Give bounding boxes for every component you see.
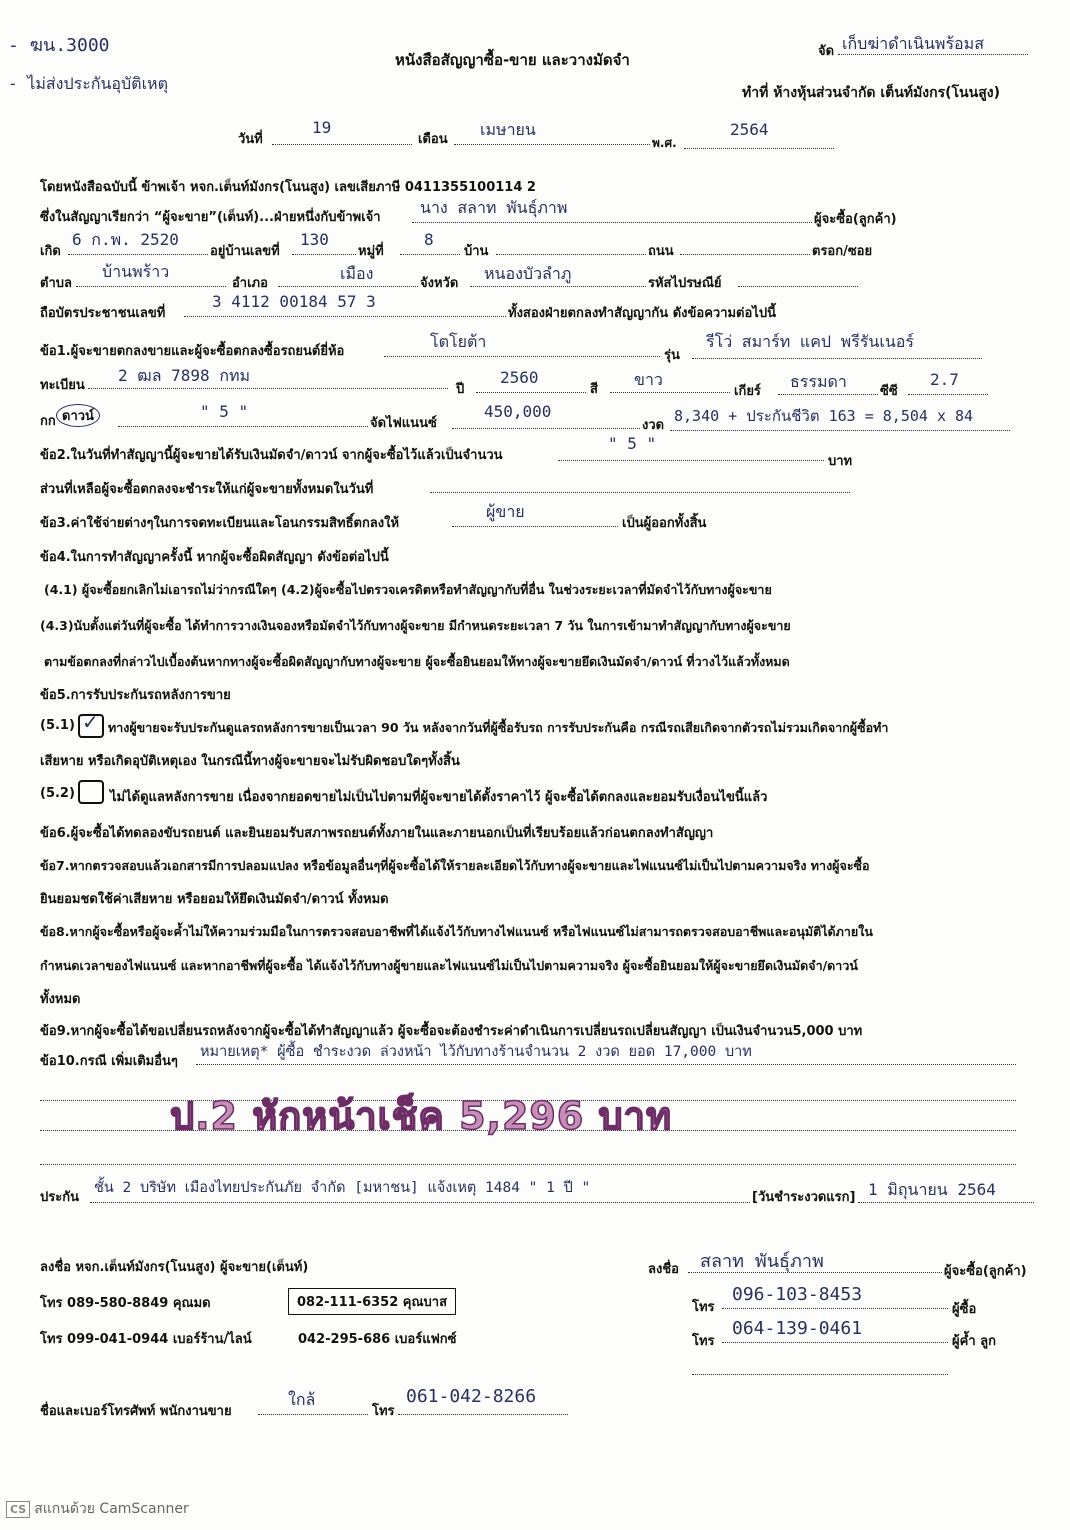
first-due-label: [วันชำระงวดแรก] [752, 1190, 856, 1205]
reg-dots [88, 388, 448, 389]
buyer-phone-2-dots [722, 1342, 948, 1343]
finance-dots [452, 428, 640, 429]
car-brand: โตโยต้า [430, 332, 487, 351]
document-title: หนังสือสัญญาซื้อ-ขาย และวางมัดจำ [395, 51, 630, 69]
clause2-remain: ส่วนที่เหลือผู้จะซื้อตกลงจะชำระให้แก่ผู้จะขายทั้งหมดในวันที่ [40, 482, 374, 497]
finance-label: จัดไฟแนนซ์ [370, 416, 437, 431]
buyer-name-dots [412, 222, 812, 223]
clause4-line-3: ตามข้อตกลงที่กล่าวไปเบื้องต้นหากทางผู้จะซื้อผิดสัญญากับทางผู้จะขาย ผู้จะซื้อยินยอมให้ทางผู้จะขายยึดเงินมัดจำ/ดาวน์ ที่วางไว้แล้วทั้งหมด [44, 654, 790, 669]
note-top-2: - ไม่ส่งประกันอุบัติเหตุ [8, 74, 168, 93]
camscanner-logo-icon: CS [6, 1501, 30, 1518]
seller-phone-boxed: 082-111-6352 คุณบาส [288, 1288, 456, 1315]
province-dots [470, 286, 646, 287]
clause7-line-1: ข้อ7.หากตรวจสอบแล้วเอกสารมีการปลอมแปลง หรือข้อมูลอื่นๆที่ผู้จะซื้อได้ให้รายละเอียดไว้กับทางผู้จะขายและไฟแนนซ์ไม่เป็นไปตามความจริง ทางผู้จะซื้อ [40, 858, 870, 873]
down-label-circled: ดาวน์ [56, 404, 100, 427]
model-dots [692, 358, 982, 359]
id-value: 3 4112 00184 57 3 [212, 292, 376, 311]
option-5-1-line-2: เสียหาย หรือเกิดอุบัติเหตุเอง ในกรณีนี้ทางผู้จะขายจะไม่รับผิดชอบใดๆทั้งสิ้น [40, 754, 460, 769]
tambon-dots [76, 286, 226, 287]
seller-phone-2: โทร 099-041-0944 เบอร์ร้าน/ไลน์ [40, 1332, 252, 1347]
jad-dots [838, 54, 1028, 55]
village-dots [496, 254, 646, 255]
gear-dots [778, 394, 878, 395]
buyer-phone-2: 064-139-0461 [732, 1318, 863, 1339]
cc-label: ซีซี [880, 384, 898, 399]
checkmark-icon: ✓ [82, 710, 99, 734]
option-5-1-no: (5.1) [40, 718, 75, 733]
day-label: วันที่ [238, 132, 263, 147]
reg-label: ทะเบียน [40, 378, 85, 393]
buyer-phone-1-note: ผู้ซื้อ [952, 1302, 977, 1317]
village-label: บ้าน [464, 244, 489, 259]
buyer-phone-2-label: โทร [692, 1334, 715, 1349]
clause1-text: ข้อ1.ผู้จะขายตกลงขายและผู้จะซื้อตกลงซื้อรถยนต์ยี่ห้อ [40, 344, 345, 359]
install-value: 8,340 + ประกันชีวิต 163 = 8,504 x 84 [674, 407, 974, 425]
born-label: เกิด [40, 244, 61, 259]
intro-line-1: โดยหนังสือฉบับนี้ ข้าพเจ้า หจก.เต็นท์มังกร(โนนสูง) เลขเสียภาษี 0411355100114 2 [40, 180, 536, 195]
buyer-name: นาง สลาท พันธุ์ภาพ [420, 198, 568, 217]
jad-label: จัด [818, 44, 835, 59]
insurance-dots [90, 1202, 750, 1203]
amphoe-label: อำเภอ [232, 276, 268, 291]
option-5-2-checkbox[interactable] [78, 780, 104, 804]
jad-value: เก็บฆ่าดำเนินพร้อมส [842, 34, 984, 53]
car-cc: 2.7 [930, 370, 959, 389]
clause10-text: ข้อ10.กรณี เพิ่มเติมอื่นๆ [40, 1054, 178, 1069]
buyer-phone-1-dots [722, 1308, 948, 1309]
salesperson-label: ชื่อและเบอร์โทรศัพท์ พนักงานขาย [40, 1404, 232, 1419]
buyer-sign-label: ลงชื่อ [648, 1262, 679, 1277]
year-label-car: ปี [456, 382, 465, 397]
camscanner-text: สแกนด้วย CamScanner [34, 1501, 189, 1517]
year-label: พ.ศ. [652, 136, 677, 150]
road-label: ถนน [648, 244, 674, 259]
insurance-value: ชั้น 2 บริษัท เมืองไทยประกันภัย จำกัด [มหาชน] แจ้งเหตุ 1484 " 1 ปี " [94, 1180, 591, 1196]
amphoe-value: เมือง [340, 264, 374, 283]
id-label: ถือบัตรประชาชนเลขที่ [40, 306, 166, 321]
seller-phone-1: โทร 089-580-8849 คุณมด [40, 1296, 211, 1311]
first-due-value: 1 มิถุนายน 2564 [868, 1180, 996, 1199]
clause7-line-2: ยินยอมชดใช้ค่าเสียหาย หรือยอมให้ยึดเงินมัดจำ/ดาวน์ ทั้งหมด [40, 892, 389, 907]
insurance-label: ประกัน [40, 1190, 79, 1205]
postcode-label: รหัสไปรษณีย์ [648, 276, 722, 291]
note-top-1: - ฆน.3000 [8, 35, 110, 56]
month-dots [454, 144, 650, 145]
buyer-sign-dots [688, 1272, 942, 1273]
born-dots [68, 254, 208, 255]
salesperson-name-dots [258, 1414, 368, 1415]
clause4-title: ข้อ4.ในการทำสัญญาครั้งนี้ หากผู้จะซื้อผิดสัญญา ดังข้อต่อไปนี้ [40, 550, 389, 565]
option-5-1-line-1: ทางผู้ขายจะรับประกันดูแลรถหลังการขายเป็นเวลา 90 วัน หลังจากวันที่ผู้ซื้อรับรถ การรับประกันคือ กรณีรถเสียเกิดจากตัวรถไม่รวมเกิดจากผู้ซื้อทำ [108, 720, 889, 735]
first-due-dots [858, 1202, 1034, 1203]
house-label: อยู่บ้านเลขที่ [210, 244, 280, 259]
camscanner-watermark [6, 1498, 189, 1520]
fee-payer: ผู้ขาย [486, 502, 525, 521]
salesperson-phone-label: โทร [372, 1404, 395, 1419]
down-dots [118, 426, 368, 427]
option-5-2-line-1: ไม่ได้ดูแลหลังการขาย เนื่องจากยอดขายไม่เป็นไปตามที่ผู้จะขายได้ตั้งราคาไว้ ผู้จะซื้อได้ตกลงและยอมรับเงื่อนไขนี้แล้ว [110, 790, 768, 805]
car-gear: ธรรมดา [790, 372, 847, 391]
amphoe-dots [278, 286, 418, 287]
option-5-1-checkbox[interactable] [78, 710, 104, 738]
clause10-dots-4 [40, 1164, 1016, 1165]
year-value: 2564 [730, 120, 769, 139]
caryear-dots [476, 392, 586, 393]
color-label: สี [590, 382, 598, 397]
clause10-dots-1 [196, 1064, 1016, 1065]
deposit-dots [558, 460, 824, 461]
cc-dots [908, 394, 988, 395]
moo-value: 8 [424, 230, 434, 249]
seller-sign-line: ลงชื่อ หจก.เต็นท์มังกร(โนนสูง) ผู้จะขาย(เต็นท์) [40, 1260, 309, 1275]
clause6-text: ข้อ6.ผู้จะซื้อได้ทดลองขับรถยนต์ และยินยอมรับสภาพรถยนต์ทั้งภายในและภายนอกเป็นที่เรียบร้อยแล้วก่อนตกลงทำสัญญา [40, 826, 714, 841]
clause2-text: ข้อ2.ในวันที่ทำสัญญานี้ผู้จะขายได้รับเงินมัดจำ/ดาวน์ จากผู้จะซื้อไว้แล้วเป็นจำนวน [40, 448, 503, 463]
fee-payer-dots [452, 526, 618, 527]
intro-line-2: ซึ่งในสัญญาเรียกว่า “ผู้จะขาย”(เต็นท์)...ฝ่ายหนึ่งกับข้าพเจ้า [40, 210, 381, 225]
check-deduction-stamp: ป.2 หักหน้าเช็ค 5,296 บาท [170, 1094, 673, 1138]
color-dots [610, 392, 730, 393]
brand-dots [384, 356, 660, 357]
buyer-phone-1: 096-103-8453 [732, 1284, 863, 1305]
buyer-phone-1-label: โทร [692, 1300, 715, 1315]
seller-fax: 042-295-686 เบอร์แฟกซ์ [298, 1332, 457, 1347]
month-value: เมษายน [480, 120, 536, 139]
place-label: ทำที่ ห้างหุ้นส่วนจำกัด เต็นท์มังกร(โนนสูง) [742, 85, 1000, 101]
salesperson-phone: 061-042-8266 [406, 1386, 537, 1407]
deposit-unit: บาท [828, 454, 853, 469]
down-value: " 5 " [200, 402, 249, 421]
car-reg: 2 ฒล 7898 กทม [118, 366, 251, 385]
province-value: หนองบัวลำภู [484, 264, 572, 283]
car-year: 2560 [500, 368, 539, 387]
house-value: 130 [300, 230, 329, 249]
remain-dots [430, 492, 850, 493]
tambon-label: ตำบล [40, 276, 72, 291]
car-model: รีโว่ สมาร์ท แคป พรีรันเนอร์ [706, 332, 914, 351]
born-value: 6 ก.พ. 2520 [72, 230, 179, 249]
province-label: จังหวัด [420, 276, 459, 291]
buyer-extra-dots [692, 1374, 948, 1375]
year-dots [684, 148, 834, 149]
clause5-title: ข้อ5.การรับประกันรถหลังการขาย [40, 688, 231, 703]
salesperson-phone-dots [398, 1414, 568, 1415]
finance-value: 450,000 [484, 402, 552, 421]
install-dots [670, 430, 1010, 431]
clause4-line-2: (4.3)นับตั้งแต่วันที่ผู้จะซื้อ ได้ทำการวางเงินจองหรือมัดจำไว้กับทางผู้จะขาย มีกำหนดระยะเวลา 7 วัน ในการเข้ามาทำสัญญากับทางผู้จะขาย [40, 618, 791, 633]
buyer-phone-2-note: ผู้ค้ำ ลูก [952, 1334, 996, 1349]
gear-label: เกียร์ [734, 384, 761, 399]
buyer-suffix: ผู้จะซื้อ(ลูกค้า) [814, 212, 897, 227]
clause10-note: หมายเหตุ* ผู้ซื้อ ชำระงวด ล่วงหน้า ไว้กับทางร้านจำนวน 2 งวด ยอด 17,000 บาท [200, 1044, 752, 1060]
clause8-line-2: กำหนดเวลาของไฟแนนซ์ และหากอาชีพที่ผู้จะซื้อ ได้แจ้งไว้กับทางผู้ขายและไฟแนนซ์ไม่เป็นไปตามความจริง ผู้จะซื้อยินยอมให้ผู้จะขายยึดเงินมัดจำ/ดาวน์ [40, 958, 858, 973]
road-dots [680, 254, 810, 255]
day-value: 19 [312, 118, 332, 137]
clause8-line-3: ทั้งหมด [40, 992, 81, 1007]
buyer-signature: สลาท พันธุ์ภาพ [700, 1251, 824, 1272]
clause3-text: ข้อ3.ค่าใช้จ่ายต่างๆในการจดทะเบียนและโอนกรรมสิทธิ์ตกลงให้ [40, 516, 400, 531]
id-dots [184, 316, 506, 317]
install-label: งวด [642, 418, 665, 433]
moo-dots [400, 254, 460, 255]
deposit-amount: " 5 " [608, 434, 657, 453]
salesperson-name: ใกล้ [288, 1390, 316, 1409]
model-label: รุ่น [664, 348, 680, 363]
clause3-suffix: เป็นผู้ออกทั้งสิ้น [622, 516, 707, 531]
house-dots [292, 254, 356, 255]
day-dots [272, 144, 412, 145]
postcode-dots [738, 286, 858, 287]
month-label: เดือน [418, 132, 448, 147]
soi-label: ตรอก/ซอย [812, 244, 873, 259]
car-color: ขาว [634, 370, 663, 389]
tambon-value: บ้านพร้าว [102, 262, 170, 281]
clause8-line-1: ข้อ8.หากผู้จะซื้อหรือผู้จะค้ำไม่ให้ความร่วมมือในการตรวจสอบอาชีพที่ได้แจ้งไว้กับทางไฟแนนซ์ หรือไฟแนนซ์ไม่สามารถตรวจสอบอาชีพและอนุมัติได้ภายใน [40, 924, 873, 939]
down-prefix: กก [40, 414, 56, 429]
clause4-line-1: (4.1) ผู้จะซื้อยกเลิกไม่เอารถไม่ว่ากรณีใดๆ (4.2)ผู้จะซื้อไปตรวจเครดิตหรือทำสัญญากับที่อื่น ในช่วงระยะเวลาที่มัดจำไว้กับทางผู้จะขาย [44, 582, 772, 597]
option-5-2-no: (5.2) [40, 786, 75, 801]
id-suffix: ทั้งสองฝ่ายตกลงทำสัญญากัน ดังข้อความต่อไปนี้ [508, 306, 776, 321]
buyer-sign-suffix: ผู้จะซื้อ(ลูกค้า) [944, 1264, 1027, 1279]
clause9-text: ข้อ9.หากผู้จะซื้อได้ขอเปลี่ยนรถหลังจากผู้จะซื้อได้ทำสัญญาแล้ว ผู้จะซื้อจะต้องชำระค่าดำเนินการเปลี่ยนรถเปลี่ยนสัญญา เป็นเงินจำนวน5,000 บาท [40, 1024, 863, 1039]
moo-label: หมู่ที่ [358, 244, 384, 259]
